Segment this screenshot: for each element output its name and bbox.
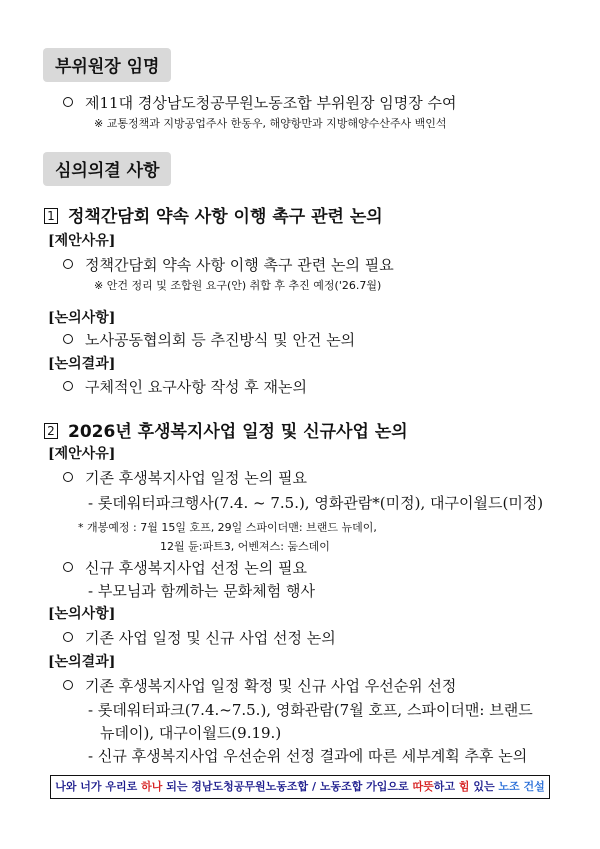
item-title: 정책간담회 약속 사항 이행 촉구 관련 논의 bbox=[68, 207, 383, 227]
slogan-text: 되는 경남도청공무원노동조합 / 노동조합 가입으로 bbox=[162, 780, 413, 793]
bullet-text: 구체적인 요구사항 작성 후 재논의 bbox=[85, 378, 307, 396]
list-item bbox=[63, 557, 307, 578]
bullet-text: 노사공동협의회 등 추진방식 및 안건 논의 bbox=[85, 331, 356, 349]
sub-item: - 신규 후생복지사업 우선순위 선정 결과에 따른 세부계획 추후 논의 bbox=[88, 747, 528, 765]
label-result: [논의결과] bbox=[48, 654, 116, 670]
list-item bbox=[63, 376, 307, 397]
circle-bullet-icon bbox=[63, 632, 73, 642]
note-text: ※ 안건 정리 및 조합원 요구(안) 취합 후 추진 예정('26.7월) bbox=[94, 279, 382, 292]
item-number-box: 2 bbox=[44, 423, 58, 439]
note-text: 12월 듄:파트3, 어벤져스: 둠스데이 bbox=[160, 540, 330, 553]
section-title-vice-chair: 부위원장 임명 bbox=[43, 48, 171, 82]
bullet-text: 정책간담회 약속 사항 이행 촉구 관련 논의 필요 bbox=[85, 256, 394, 274]
circle-bullet-icon bbox=[63, 381, 73, 391]
sub-item: - 롯데워터파크(7.4.~7.5.), 영화관람(7월 호프, 스파이더맨: 브랜드 bbox=[88, 701, 533, 719]
list-item bbox=[63, 92, 456, 113]
note-text: ※ 교통정책과 지방공업주사 한동우, 해양항만과 지방해양수산주사 백인석 bbox=[94, 117, 447, 130]
bullet-text: 제11대 경상남도청공무원노동조합 부위원장 임명장 수여 bbox=[85, 94, 457, 112]
label-result: [논의결과] bbox=[48, 356, 116, 372]
item-heading-1 bbox=[44, 202, 383, 227]
slogan-text: 나와 너가 우리로 bbox=[55, 780, 142, 793]
label-matter: [논의사항] bbox=[48, 606, 116, 622]
list-item bbox=[63, 627, 336, 648]
slogan-highlight: 따뜻 bbox=[412, 780, 434, 793]
slogan-highlight: 노조 건설 bbox=[498, 780, 545, 793]
label-reason: [제안사유] bbox=[48, 233, 116, 249]
bullet-text: 신규 후생복지사업 선정 논의 필요 bbox=[85, 559, 307, 577]
slogan-highlight: 힘 bbox=[458, 780, 470, 793]
sub-item-continued: 뉴데이), 대구이월드(9.19.) bbox=[100, 724, 282, 742]
circle-bullet-icon bbox=[63, 259, 73, 269]
sub-item: - 롯데워터파크행사(7.4. ~ 7.5.), 영화관람*(미정), 대구이월드(미정) bbox=[88, 494, 544, 512]
item-heading-2 bbox=[44, 417, 408, 442]
list-item bbox=[63, 254, 394, 275]
item-title: 2026년 후생복지사업 일정 및 신규사업 논의 bbox=[68, 422, 408, 442]
circle-bullet-icon bbox=[63, 97, 73, 107]
circle-bullet-icon bbox=[63, 680, 73, 690]
list-item bbox=[63, 329, 355, 350]
footer-slogan-banner bbox=[50, 775, 550, 799]
circle-bullet-icon bbox=[63, 334, 73, 344]
note-text: * 개봉예정 : 7월 15일 호프, 29일 스파이더맨: 브랜드 뉴데이, bbox=[78, 521, 377, 534]
label-reason: [제안사유] bbox=[48, 446, 116, 462]
circle-bullet-icon bbox=[63, 472, 73, 482]
slogan-highlight: 하나 bbox=[141, 780, 163, 793]
sub-item: - 부모님과 함께하는 문화체험 행사 bbox=[88, 582, 316, 600]
item-number-box: 1 bbox=[44, 208, 58, 224]
slogan-text: 하고 bbox=[433, 780, 459, 793]
label-matter: [논의사항] bbox=[48, 310, 116, 326]
bullet-text: 기존 후생복지사업 일정 확정 및 신규 사업 우선순위 선정 bbox=[85, 677, 457, 695]
slogan-text: 있는 bbox=[469, 780, 499, 793]
bullet-text: 기존 사업 일정 및 신규 사업 선정 논의 bbox=[85, 629, 336, 647]
circle-bullet-icon bbox=[63, 562, 73, 572]
list-item bbox=[63, 467, 307, 488]
bullet-text: 기존 후생복지사업 일정 논의 필요 bbox=[85, 469, 307, 487]
section-title-deliberation: 심의의결 사항 bbox=[43, 152, 171, 186]
list-item bbox=[63, 675, 456, 696]
